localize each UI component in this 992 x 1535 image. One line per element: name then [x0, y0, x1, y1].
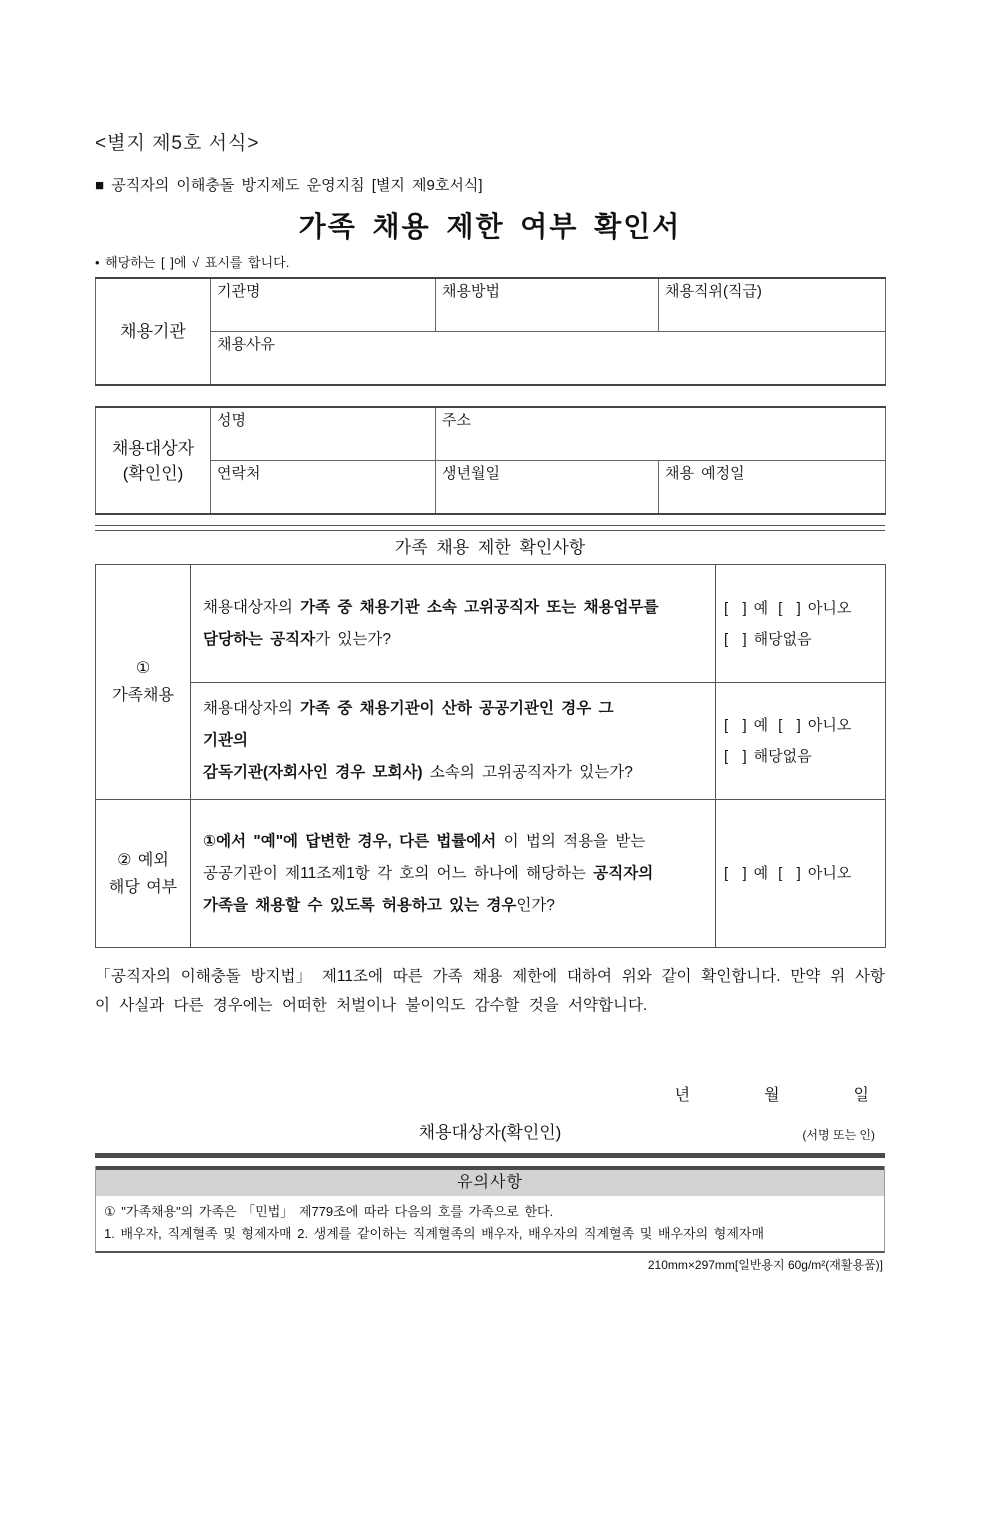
- checklist-table: [95, 564, 886, 948]
- question-segment: 공공기관이 제11조제1항 각 호의 어느 하나에 해당하는: [203, 864, 594, 882]
- group-label-line2: 가족채용: [112, 687, 174, 704]
- question-segment: 이 법의 적용을 받는: [496, 832, 646, 850]
- answer-line: [724, 593, 877, 624]
- question-segment: 채용대상자의: [203, 598, 301, 616]
- option-label-yes: 예: [753, 717, 769, 734]
- notice-line-1: ① "가족채용"의 가족은 「민법」 제779조에 따라 다음의 호를 가족으로 한다.: [104, 1204, 554, 1219]
- checkbox-yes[interactable]: [ ]: [724, 865, 747, 882]
- answer-line: [724, 710, 877, 741]
- option-label-not-applicable: 해당없음: [753, 630, 812, 648]
- candidate-table: [95, 406, 886, 515]
- question-3-answers: [724, 858, 877, 889]
- question-1-answer-cell: [716, 565, 886, 683]
- hiring-agency-row-label: 채용기관: [96, 278, 211, 385]
- candidate-address-cell: 주소: [436, 407, 886, 460]
- question-emphasis: ①에서 "예"에 답변한 경우, 다른 법률에서: [203, 832, 497, 850]
- candidate-row-label: [96, 407, 211, 514]
- option-label-yes: 예: [753, 599, 769, 617]
- question-segment: 인가?: [516, 896, 555, 914]
- declaration-text: 「공직자의 이해충돌 방지법」 제11조에 따른 가족 채용 제한에 대하여 위와 같이 확인합니다. 만약 위 사항이 사실과 다른 경우에는 어떠한 처벌이나 불이익도 감수할 것을 서약합니다.: [95, 968, 885, 1014]
- paper-spec: 210mm×297mm[일반용지 60g/m²(재활용품)]: [647, 1258, 883, 1272]
- candidate-name-cell: 성명: [211, 407, 436, 460]
- question-emphasis: 가족 중 채용기관이 산하 공공기관인 경우 그: [300, 700, 614, 717]
- hiring-agency-table: [95, 277, 886, 386]
- checkbox-yes[interactable]: [ ]: [724, 599, 747, 617]
- page-title: 가족 채용 제한 여부 확인서: [298, 211, 682, 242]
- notice-title: 유의사항: [96, 1166, 884, 1196]
- notice-line-2: 1. 배우자, 직계혈족 및 형제자매 2. 생계를 같이하는 직계혈족의 배우자, 배우자의 직계혈족 및 배우자의 형제자매: [104, 1226, 765, 1241]
- option-label-no: 아니오: [807, 599, 852, 617]
- question-2-answer-cell: [716, 683, 886, 800]
- checklist-section-title: 가족 채용 제한 확인사항: [394, 538, 586, 557]
- question-3-text: [203, 826, 703, 922]
- checklist-group-label-family-hiring: [96, 565, 191, 800]
- question-emphasis: 가족을 채용할 수 있도록 허용하고 있는 경우: [203, 896, 517, 914]
- checkbox-no[interactable]: [ ]: [778, 865, 801, 882]
- agency-name-cell: 기관명: [211, 278, 436, 331]
- section-divider: [95, 525, 885, 531]
- option-label-no: 아니오: [807, 865, 852, 882]
- candidate-expected-hire-date-cell: 채용 예정일: [659, 460, 886, 514]
- answer-line: [724, 624, 877, 655]
- group-label-line2: 해당 여부: [108, 878, 178, 896]
- hiring-position-cell: 채용직위(직급): [659, 278, 886, 331]
- check-instruction: • 해당하는 [ ]에 √ 표시를 합니다.: [95, 255, 290, 270]
- question-emphasis: 가족 중 채용기관 소속 고위공직자 또는 채용업무를: [300, 598, 659, 616]
- question-segment: 채용대상자의: [203, 700, 301, 717]
- notice-section: [95, 1166, 885, 1253]
- question-segment: 소속의 고위공직자가 있는가?: [422, 764, 633, 781]
- question-2-answers: [724, 710, 877, 772]
- date-year-label: 년: [674, 1087, 691, 1104]
- checkbox-no[interactable]: [ ]: [778, 717, 801, 734]
- option-label-yes: 예: [753, 865, 769, 882]
- group-label-line1: ② 예외: [117, 851, 169, 869]
- hiring-method-cell: 채용방법: [436, 278, 659, 331]
- question-2-text: [203, 693, 703, 789]
- question-emphasis: 감독기관(자회사인 경우 모회사): [203, 764, 423, 781]
- date-day-label: 일: [853, 1087, 869, 1104]
- question-2-cell: [191, 683, 716, 800]
- checklist-group-label-exception: [96, 800, 191, 948]
- candidate-contact-cell: 연락처: [211, 460, 436, 514]
- bottom-separator-bar: [95, 1153, 885, 1158]
- checkbox-not-applicable[interactable]: [ ]: [724, 748, 747, 765]
- question-segment: 가 있는가?: [315, 630, 391, 648]
- candidate-row-label-line2: (확인인): [122, 463, 184, 483]
- question-1-text: [203, 592, 703, 656]
- notice-body: [96, 1196, 884, 1251]
- signature-row: [95, 1122, 885, 1144]
- question-3-cell: [191, 800, 716, 948]
- option-label-not-applicable: 해당없음: [753, 748, 812, 765]
- answer-line: [724, 741, 877, 772]
- checkbox-yes[interactable]: [ ]: [724, 717, 747, 734]
- question-emphasis: 기관의: [203, 732, 248, 749]
- checkbox-no[interactable]: [ ]: [778, 599, 801, 617]
- question-3-answer-cell: [716, 800, 886, 948]
- date-month-label: 월: [764, 1087, 780, 1104]
- form-designation: <별지 제5호 서식>: [95, 133, 260, 154]
- group-label-line1: ①: [135, 660, 151, 677]
- option-label-no: 아니오: [807, 717, 852, 734]
- checkbox-not-applicable[interactable]: [ ]: [724, 630, 747, 648]
- question-1-cell: [191, 565, 716, 683]
- hiring-reason-cell: 채용사유: [211, 331, 886, 385]
- question-1-answers: [724, 593, 877, 655]
- candidate-row-label-line1: 채용대상자: [111, 438, 195, 458]
- guideline-reference: ■ 공직자의 이해충돌 방지제도 운영지침 [별지 제9호서식]: [95, 177, 483, 194]
- answer-line: [724, 858, 877, 889]
- seal-note: (서명 또는 인): [802, 1128, 875, 1142]
- signer-label: 채용대상자(확인인): [418, 1123, 562, 1142]
- candidate-birth-date-cell: 생년월일: [436, 460, 659, 514]
- document-page: [95, 132, 885, 1273]
- question-emphasis: 담당하는 공직자: [203, 630, 316, 648]
- question-emphasis: 공직자의: [593, 864, 654, 882]
- signature-date-line: [95, 1086, 885, 1106]
